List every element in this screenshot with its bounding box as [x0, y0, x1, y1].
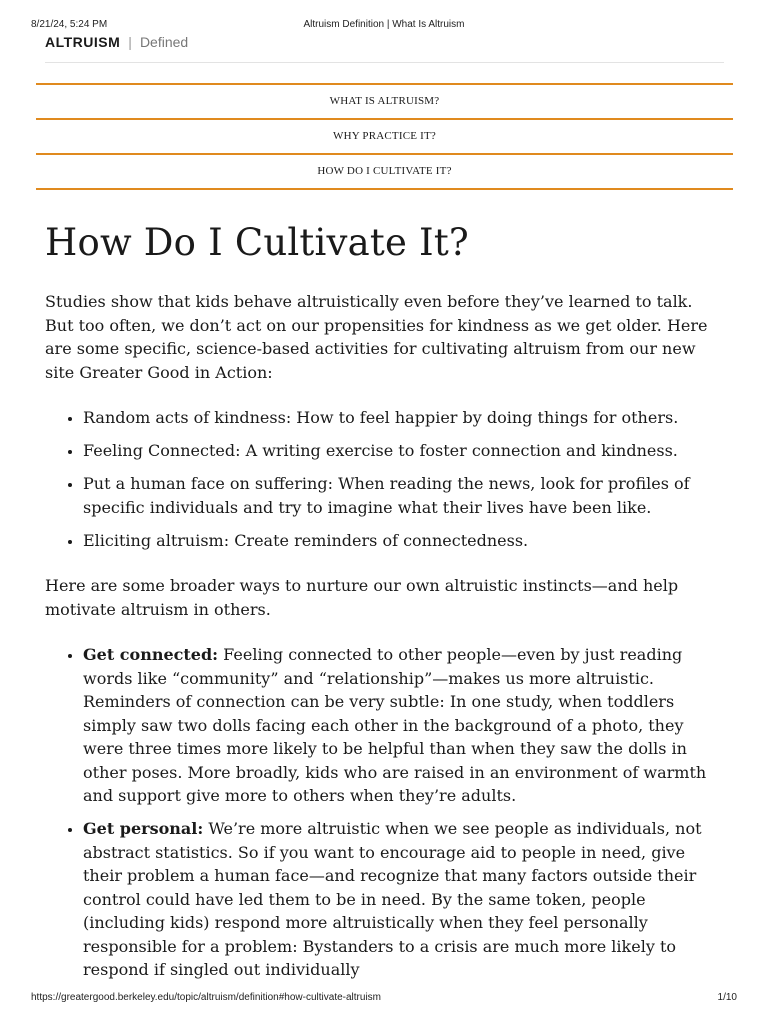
site-brand: ALTRUISM: [45, 34, 121, 50]
header-divider: [45, 62, 724, 63]
nav-link-how-cultivate[interactable]: HOW DO I CULTIVATE IT?: [36, 153, 733, 190]
page-number: 1/10: [717, 992, 737, 1003]
print-page-title: Altruism Definition | What Is Altruism: [303, 19, 465, 30]
list-item: • Feeling Connected: A writing exercise to foster connection and kindness.: [83, 439, 725, 463]
site-logo[interactable]: [45, 32, 188, 52]
list-item-lead: Get connected:: [83, 645, 219, 664]
print-header: [0, 19, 768, 33]
article-body: [45, 290, 725, 1004]
print-footer: [0, 992, 768, 1006]
page-title: How Do I Cultivate It?: [45, 221, 469, 264]
section-nav: [36, 83, 733, 190]
list-item: • Eliciting altruism: Create reminders of connectedness.: [83, 529, 725, 553]
site-subtitle: Defined: [139, 34, 189, 50]
nav-link-what-is-altruism[interactable]: WHAT IS ALTRUISM?: [36, 83, 733, 118]
print-datetime: 8/21/24, 5:24 PM: [31, 19, 108, 30]
list-item: [83, 817, 725, 982]
print-url: https://greatergood.berkeley.edu/topic/altruism/definition#how-cultivate-altruism: [31, 992, 381, 1003]
broader-list: [45, 643, 725, 982]
intro-paragraph: Studies show that kids behave altruistically even before they’ve learned to talk. But too often, we don’t act on our propensities for kindness as we get older. Here are some specific, science-based activities for cultivating altruism from our new site Greater Good in Action:: [45, 292, 708, 382]
list-item-text: Feeling connected to other people—even by just reading words like “community” and “relationship”—makes us more altruistic. Reminders of connection can be very subtle: In one study, when toddlers simply saw two dolls facing each other in the background of a photo, they were three times more likely to be helpful than when they saw the dolls in other poses. More broadly, kids who are raised in an environment of warmth and support give more to others when they’re adults.: [83, 645, 707, 805]
activities-list: [45, 406, 725, 552]
list-item: • Random acts of kindness: How to feel happier by doing things for others.: [83, 406, 725, 430]
broader-intro-paragraph: Here are some broader ways to nurture our own altruistic instincts—and help motivate altruism in others.: [45, 576, 679, 619]
logo-separator: |: [128, 34, 132, 50]
nav-link-why-practice[interactable]: WHY PRACTICE IT?: [36, 118, 733, 153]
list-item: • Put a human face on suffering: When reading the news, look for profiles of specific individuals and try to imagine what their lives have been like.: [83, 472, 725, 519]
list-item-lead: Get personal:: [83, 819, 204, 838]
list-item-text: We’re more altruistic when we see people as individuals, not abstract statistics. So if you want to encourage aid to people in need, give their problem a human face—and recognize that many factors outside their control could have led them to be in need. By the same token, people (including kids) respond more altruistically when they feel personally responsible for a problem: Bystanders to a crisis are much more likely to respond if singled out individually: [83, 819, 702, 979]
list-item: [83, 643, 725, 808]
